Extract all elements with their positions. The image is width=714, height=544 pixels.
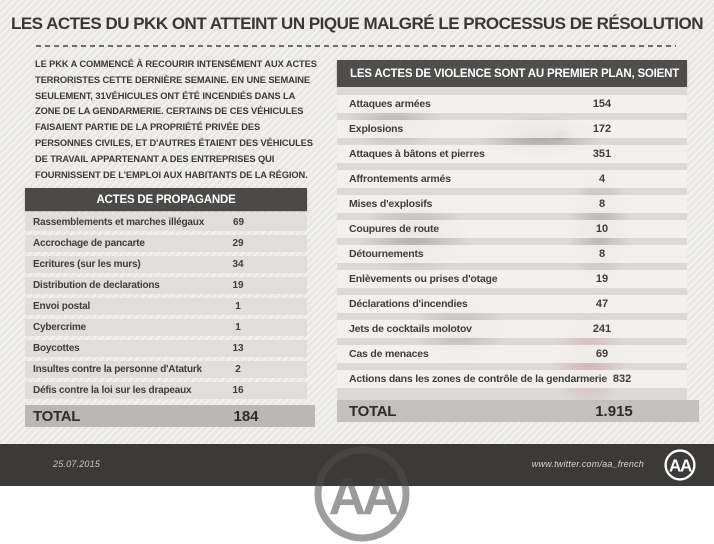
row-label: Accrochage de pancarte [33, 238, 145, 249]
table-row [337, 220, 687, 238]
table-row [337, 295, 687, 313]
row-label: Déclarations d'incendies [349, 298, 468, 310]
row-label: Rassemblements et marches illégaux [33, 217, 205, 228]
row-value: 1 [235, 322, 241, 333]
aa-watermark-icon [312, 444, 412, 544]
table-row [337, 370, 687, 388]
table-row [25, 277, 307, 294]
row-value: 19 [232, 280, 244, 291]
table-row [25, 361, 307, 378]
row-value: 10 [595, 223, 609, 235]
row-value: 172 [592, 123, 612, 135]
table-row [337, 195, 687, 213]
table-row [25, 340, 307, 357]
table-row [25, 235, 307, 252]
svg-text:AA: AA [328, 468, 396, 526]
total-value: 184 [233, 407, 259, 425]
table-row [25, 382, 307, 399]
row-value: 47 [595, 298, 609, 310]
row-value: 4 [598, 173, 606, 185]
table-row [25, 214, 307, 231]
table-row [25, 256, 307, 273]
row-label: Affrontements armés [349, 173, 451, 185]
row-label: Boycottes [33, 343, 80, 354]
table-row [25, 298, 307, 315]
table-row [337, 345, 687, 363]
row-label: Détournements [349, 248, 424, 260]
row-label: Attaques armées [349, 98, 431, 110]
row-value: 8 [598, 248, 606, 260]
row-value: 154 [592, 98, 612, 110]
propaganda-table-header: ACTES DE PROPAGANDE [25, 188, 307, 211]
total-label: TOTAL [349, 402, 397, 420]
row-label: Défis contre la loi sur les drapeaux [33, 385, 192, 396]
row-value: 69 [232, 217, 245, 228]
row-value: 34 [232, 259, 244, 270]
row-value: 1 [235, 301, 241, 312]
row-value: 8 [598, 198, 606, 210]
row-label: Attaques à bâtons et pierres [349, 148, 485, 160]
total-label: TOTAL [33, 407, 81, 425]
violence-table-header: LES ACTES DE VIOLENCE SONT AU PREMIER PLAN, SOIENT [337, 60, 687, 87]
row-label: Cas de menaces [349, 348, 429, 360]
row-value: 832 [612, 373, 632, 385]
row-label: Explosions [349, 123, 404, 135]
row-label: Actions dans les zones de contrôle de la gendarmerie [349, 373, 608, 385]
violence-total-row [337, 400, 699, 422]
row-label: Mises d'explosifs [349, 198, 433, 210]
title-dashed-divider [36, 45, 676, 47]
row-label: Coupures de route [349, 223, 439, 235]
row-value: 69 [595, 348, 609, 360]
intro-paragraph: LE PKK A COMMENCÉ À RECOURIR INTENSÉMENT AUX ACTES TERRORISTES CETTE DERNIÈRE SEMAINE. EN UNE SEMAINE SEULEMENT, 31VÉHICULES ONT ÉTÉ INCENDIÉS DANS LA ZONE DE LA GENDARMERIE. CERTAINS DE CES VÉHICULES FAISAIENT PARTIE DE LA PROPRIÉTÉ PRIVÉE DES PERSONNES CIVILES, ET D'AUTRES ÉTAIENT DES VÉHICULES DE TRAVAIL APPARTENANT A DES ENTREPRISES QUI FOURNISSENT DE L'EMPLOI AUX HABITANTS DE LA RÉGION. [35, 59, 317, 180]
table-row [337, 145, 687, 163]
footer-bar [0, 444, 714, 526]
row-value: 29 [232, 238, 244, 249]
row-label: Insultes contre la personne d'Ataturk [33, 364, 202, 375]
row-value: 241 [592, 323, 612, 335]
aa-logo-icon [662, 447, 698, 483]
table-row [337, 270, 687, 288]
propaganda-table [25, 214, 307, 403]
row-value: 2 [235, 364, 241, 375]
footer-twitter-handle: www.twitter.com/aa_french [531, 459, 644, 469]
violence-table [337, 87, 687, 400]
footer-date: 25.07.2015 [53, 459, 101, 469]
row-label: Ecritures (sur les murs) [33, 259, 141, 270]
table-row [337, 170, 687, 188]
total-value: 1.915 [595, 402, 633, 420]
propaganda-total-row [25, 405, 315, 427]
svg-text:AA: AA [669, 456, 691, 476]
page-title: LES ACTES DU PKK ONT ATTEINT UN PIQUE MALGRÉ LE PROCESSUS DE RÉSOLUTION [10, 14, 704, 33]
row-value: 19 [595, 273, 609, 285]
row-label: Jets de cocktails molotov [349, 323, 472, 335]
table-row [337, 320, 687, 338]
row-value: 351 [592, 148, 612, 160]
row-label: Enlèvements ou prises d'otage [349, 273, 498, 285]
row-label: Envoi postal [33, 301, 91, 312]
row-value: 13 [232, 343, 244, 354]
table-row [337, 245, 687, 263]
table-row [337, 95, 687, 113]
row-label: Cybercrime [33, 322, 87, 333]
row-label: Distribution de declarations [33, 280, 160, 291]
table-row [25, 319, 307, 336]
row-value: 16 [232, 385, 244, 396]
table-row [337, 120, 687, 138]
